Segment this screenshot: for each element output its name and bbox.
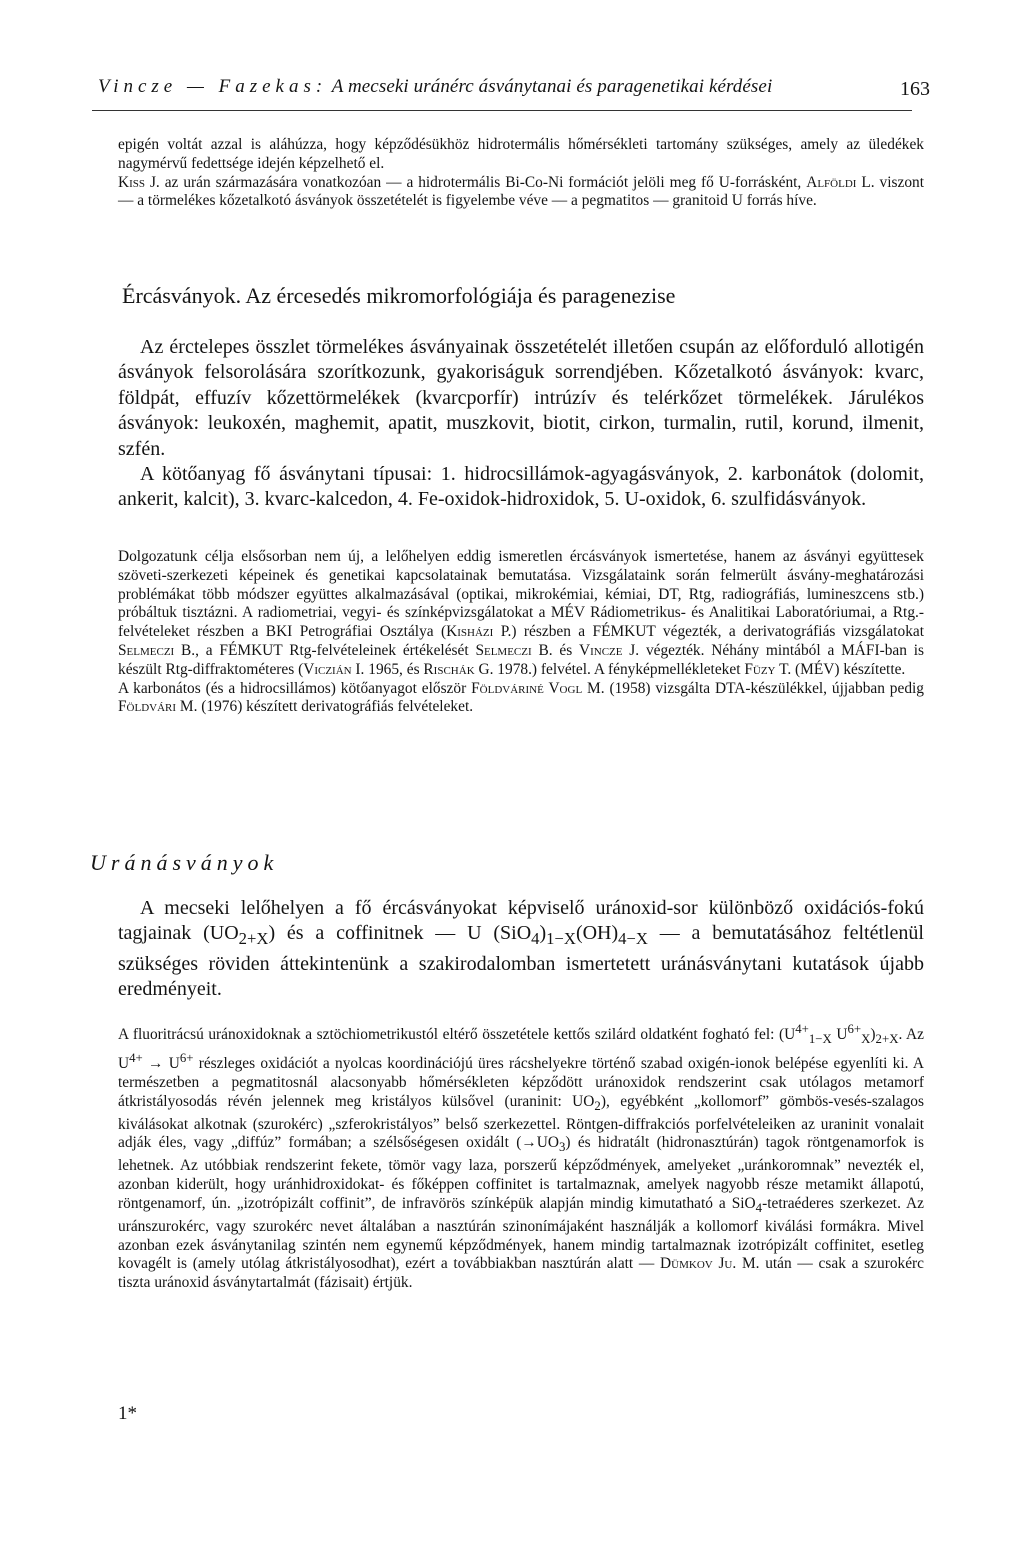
intro-paragraph-1: epigén voltát azzal is aláhúzza, hogy képződésükhöz hidrotermális hőmérsékleti tartomány szükséges, amely az üledékek nagymérvű fedettsége idején képzelhető el. <box>118 136 924 172</box>
intro-block <box>118 136 924 211</box>
header-authors: Vincze — Fazekas: <box>98 76 328 97</box>
running-header <box>92 76 930 108</box>
section-heading-uranasvanyok: Uránásványok <box>90 850 279 875</box>
page-number: 163 <box>900 78 930 100</box>
footer-signature-mark: 1* <box>118 1403 137 1424</box>
header-title: A mecseki uránérc ásványtanai és paragenetikai kérdései <box>331 76 773 97</box>
section1-paragraph-1: Az érctelepes összlet törmelékes ásványainak összetételét illetően csupán az előforduló allotigén ásványok felsorolására szorítkozunk, gyakoriságuk sorrendjében. Kőzetalkotó ásványok: kvarc, földpát, effuzív kőzettörmelékek (kvarcporfír) intrúzív és telérkőzet törmelékek. Járulékos ásványok: leukoxén, maghemit, apatit, muszkovit, biotit, cirkon, turmalin, rutil, korund, ilmenit, szfén. <box>118 336 924 460</box>
header-rule <box>92 110 912 111</box>
section2-paragraph: A mecseki lelőhelyen a fő ércásványokat képviselő uránoxid-sor különböző oxidációs-fokú tagjainak $(UO_{2+X})$ és a coffinitnek — U $(SiO_4)_{1-X}(OH)_{4-X}$ — a bemutatásához feltétlenül szükséges röviden áttekintenünk a szakirodalomban ismertetett uránásványtani kutatások újabb eredményeit. <box>118 897 924 1001</box>
fluorite-block <box>118 1020 924 1293</box>
section1-body <box>118 335 924 513</box>
fluorite-paragraph: A fluoritrácsú uránoxidoknak a sztöchiometrikustól eltérő összetétele kettős szilárd oldatként fogható fel: ($U^{4+}_{1-X}$ $U^{6+}_X)_{2+X}$. Az $U^{4+} \to U^{6+}$ részleges oxidációt a nyolcas koordinációjú üres rácshelyekre történő szabad oxigén-ionok belépése egyenlíti ki. A természetben a pegmatitosnál alacsonyabb hőmérsékleten képződött uránoxidok rendszerint csak utólagos metamorf átkristályosodás révén jelennek meg kristályos külsővel (uraninit: $UO_2$), egyébként „kollomorf” gömbös-vesés-szalagos kiválásokat alkotnak (szurokérc) „szferokristályos” belső szerkezettel. Röntgen-diffrakciós porfelvételeiken az uraninit vonalait adják éles, vagy „diffúz” formában; a szélsőségesen oxidált $(\to UO_3)$ és hidratált (hidronasztúrán) tagok röntgenamorfok is lehetnek. Az utóbbiak rendszerint fekete, tömör vagy laza, porszerű képződmények, amelyeket „uránkoromnak” nevezték el, azonban kiderült, hogy uránhidroxidokat- és főképpen coffinitet is tartalmaznak, amelyek nagyobb része metamikt állapotú, röntgenamorf, ún. „izotrópizált coffinit”, de infravörös színképük alapján mindig kimutatható a SiO$_4$-tetraéderes szerkezet. Az uránszurokérc, vagy szurokérc nevet általában a nasztúrán szinonímájaként használják a kollomorf kiválási formákra. Mivel azonban ezek ásványtanilag szintén nem egynemű képződmények, hanem mindig tartalmaznak izotrópizált coffinitet, esetleg kovagélt is (amely utólag átkristályosodhat), ezért a továbbiakban nasztúrán alatt — Dümkov Ju. M. után — csak a szurokérc tiszta uránoxid ásványtartalmát (fázisait) értjük. <box>118 1022 924 1292</box>
section1-paragraph-2: A kötőanyag fő ásványtani típusai: 1. hidrocsillámok-agyagásványok, 2. karbonátok (dolomit, ankerit, kalcit), 3. kvarc-kalcedon, 4. Fe-oxidok-hidroxidok, 5. U-oxidok, 6. szulfidásványok. <box>118 463 924 511</box>
methods-paragraph-1: Dolgozatunk célja elsősorban nem új, a lelőhelyen eddig ismeretlen ércásványok ismertetése, hanem az ásványi együttesek szöveti-szerkezeti képeinek és genetikai kapcsolatainak bemutatása. Vizsgálataink során felmerült ásvány-meghatározási problémákat több módszer együttes alkalmazásával (optikai, mikrokémiai, kémiai, DT, Rtg, radiográfiás, lumineszcens stb.) próbáltuk tisztázni. A radiometriai, vegyi- és színképvizsgálatokat a MÉV Rádiometrikus- és Analitikai Laboratóriumai, a Rtg.-felvételeket részben a BKI Petrográfiai Osztálya (Kisházi P.) részben a FÉMKUT végezték, a derivatográfiás vizsgálatokat Selmeczi B., a FÉMKUT Rtg-felvételeinek értékelését Selmeczi B. és Vincze J. végezték. Néhány mintából a MÁFI-ban is készült Rtg-diffraktométeres (Viczián I. 1965, és Rischák G. 1978.) felvétel. A fényképmellékleteket Füzy T. (MÉV) készítette. <box>118 548 924 678</box>
methods-paragraph-2: A karbonátos (és a hidrocsillámos) kötőanyagot először Földváriné Vogl M. (1958) vizsgálta DTA-készülékkel, újjabban pedig Földvári M. (1976) készített derivatográfiás felvételeket. <box>118 679 924 716</box>
methods-block <box>118 548 924 717</box>
section-heading-ercasvanyok: Ércásványok. Az ércesedés mikromorfológiája és paragenezise <box>122 283 676 308</box>
intro-paragraph-2: Kiss J. az urán származására vonatkozóan — a hidrotermális Bi-Co-Ni formációt jelöli meg fő U-forrásként, Alföldi L. viszont — a törmelékes kőzetalkotó ásványok összetételét is figyelembe véve — a pegmatitos — granitoid U forrás híve. <box>118 173 925 210</box>
section2-intro <box>118 896 924 1003</box>
